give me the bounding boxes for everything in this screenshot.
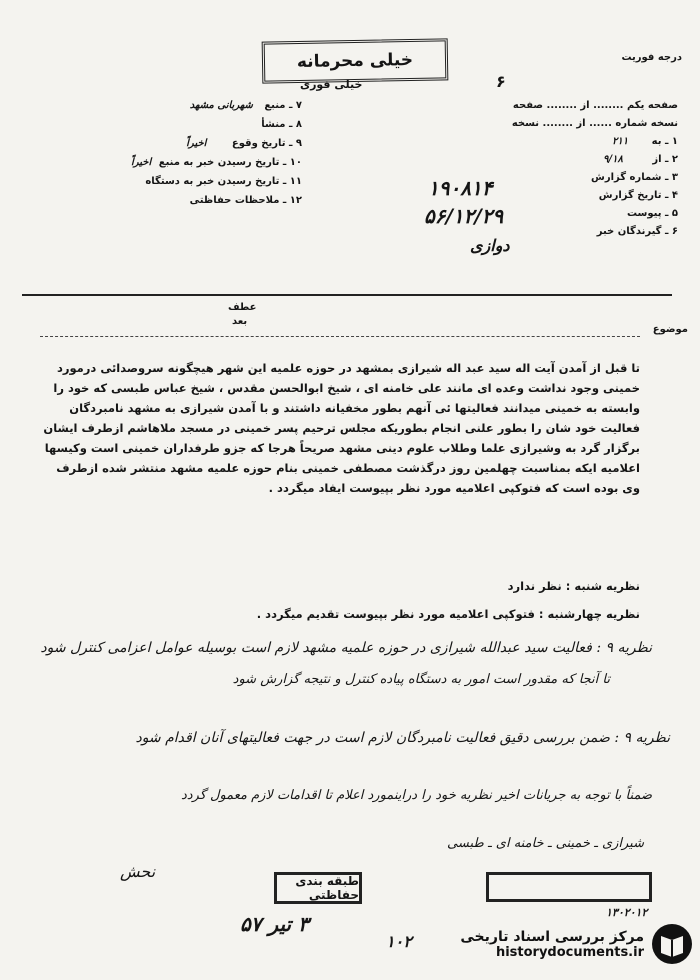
opinions (40, 572, 640, 628)
stamp-title: خیلی محرمانه (296, 49, 414, 73)
header-right-row: نسخه شماره ...... از ........ نسخه (511, 118, 678, 129)
handwritten-line: ضمناً با توجه به جریانات اخیر نظریه خود را دراینمورد اعلام تا اقدامات لازم معمول گردد (180, 788, 652, 803)
divider (22, 294, 672, 296)
book-logo-icon (650, 922, 694, 966)
report-number: ۱۹۰۸۱۴ (428, 176, 493, 200)
classification-stamp (262, 38, 449, 83)
opinion-line: نظریه چهارشنبه : فتوکپی اعلامیه مورد نظر بپیوست تقدیم میگردد . (256, 607, 640, 621)
header-right-row: ۴ ـ تاریخ گزارش (598, 190, 678, 201)
subject-label: موضوع (652, 324, 688, 335)
footer-box (486, 872, 652, 902)
report-body (40, 358, 640, 498)
header-left-row: ۱۲ ـ ملاحظات حفاظتی (189, 195, 302, 206)
footer-stamp: طبقه بندی حفاظتی (274, 872, 362, 904)
handwritten-mark: نحش (120, 862, 156, 881)
handwritten-mark: ۱۰۲ (386, 932, 412, 951)
header-right-row: ۲ ـ از ۹/۱۸ (603, 154, 678, 165)
header-right-row: ۶ ـ گیرندگان خبر (596, 226, 678, 237)
watermark-text (460, 929, 644, 960)
header-left-row: ۷ ـ منبع شهربانی مشهد (189, 100, 302, 111)
ref-mark: عطف (228, 302, 257, 313)
signature-date: ۳ تیر ۵۷ (240, 912, 309, 936)
handwritten-line: شیرازی ـ خمینی ـ خامنه ای ـ طبسی (447, 836, 644, 851)
header-left-row: ۱۱ ـ تاریخ رسیدن خبر به دستگاه (145, 176, 302, 187)
opinion-line: نظریه شنبه : نظر ندارد (507, 579, 640, 593)
body-line: اعلامیه ایکه بمناسبت چهلمین روز درگذشت مصطفی خمینی بنام حوزه علمیه مشهد منتشر شده ازطرف (56, 461, 640, 475)
watermark-url: historydocuments.ir (495, 944, 644, 960)
body-line: برگزار گرد به وشیرازی علما وطلاب علوم دینی مشهد صریحاً هرجا که جزو طرفداران خمینی است وکیسها (44, 441, 640, 455)
stamp-subtitle: خیلی فوری (300, 78, 363, 91)
body-line: تا قبل از آمدن آیت اله سید عبد اله شیرازی بمشهد در حوزه علمیه این شهر هیچگونه سروصدائی درمورد (56, 361, 640, 375)
corner-mark: ۶ (496, 72, 506, 91)
watermark (444, 914, 694, 974)
subject-divider (40, 336, 640, 337)
header-right-row: ۳ ـ شماره گزارش (591, 172, 678, 183)
header-left (22, 100, 302, 214)
header-left-row: ۹ ـ تاریخ وقوع اخیراً (186, 138, 302, 149)
header-left-row: ۸ ـ منشأ (261, 119, 302, 130)
header-right-row: ۱ ـ به ۲۱۱ (612, 136, 678, 147)
watermark-title: مرکز بررسی اسناد تاریخی (460, 928, 644, 945)
handwritten-note: دوازی (470, 236, 510, 255)
header-left-row: ۱۰ ـ تاریخ رسیدن خبر به منبع اخیراً (130, 157, 302, 168)
body-line: فعالیت خود شان را بطور علنی انجام بطوریکه مجلس ترحیم پسر خمینی در مسجد ملاهاشم ازطرف ایشان (43, 421, 640, 435)
footer-code: ۱۳۰۲۰۱۲ (606, 906, 648, 919)
report-date: ۵۶/۱۲/۲۹ (424, 204, 504, 228)
handwritten-line: نظریه ۹ : فعالیت سید عبدالله شیرازی در حوزه علمیه مشهد لازم است بوسیله عوامل اعزامی کنترل شود (40, 640, 652, 656)
handwritten-line: تا آنجا که مقدور است امور به دستگاه پیاده کنترل و نتیجه گزارش شود (232, 672, 610, 687)
body-line: وی بوده است که فتوکپی اعلامیه مورد نظر بپیوست ایفاد میگردد . (268, 481, 640, 495)
body-line: خمینی وجود نداشت وعده ای مانند علی خامنه ای ، شیخ ابوالحسن مقدس ، شیخ عباس طبسی که خود را (53, 381, 640, 395)
header-right-row: صفحه یکم ........ از ........ صفحه (512, 100, 678, 111)
header-right-row: ۵ ـ پیوست (626, 208, 678, 219)
body-line: وابسته به خمینی میدانند فعالیتها ئی آنهم بطور مخفیانه داشتند و با آمدن شیرازی به مشهد نامبردگان (69, 401, 640, 415)
ref-mark: بعد (232, 316, 248, 327)
urgency-label: درجه فوریت (621, 52, 682, 63)
handwritten-line: نظریه ۹ : ضمن بررسی دقیق فعالیت نامبردگان لازم است در جهت فعالیتهای آنان اقدام شود (135, 730, 670, 746)
